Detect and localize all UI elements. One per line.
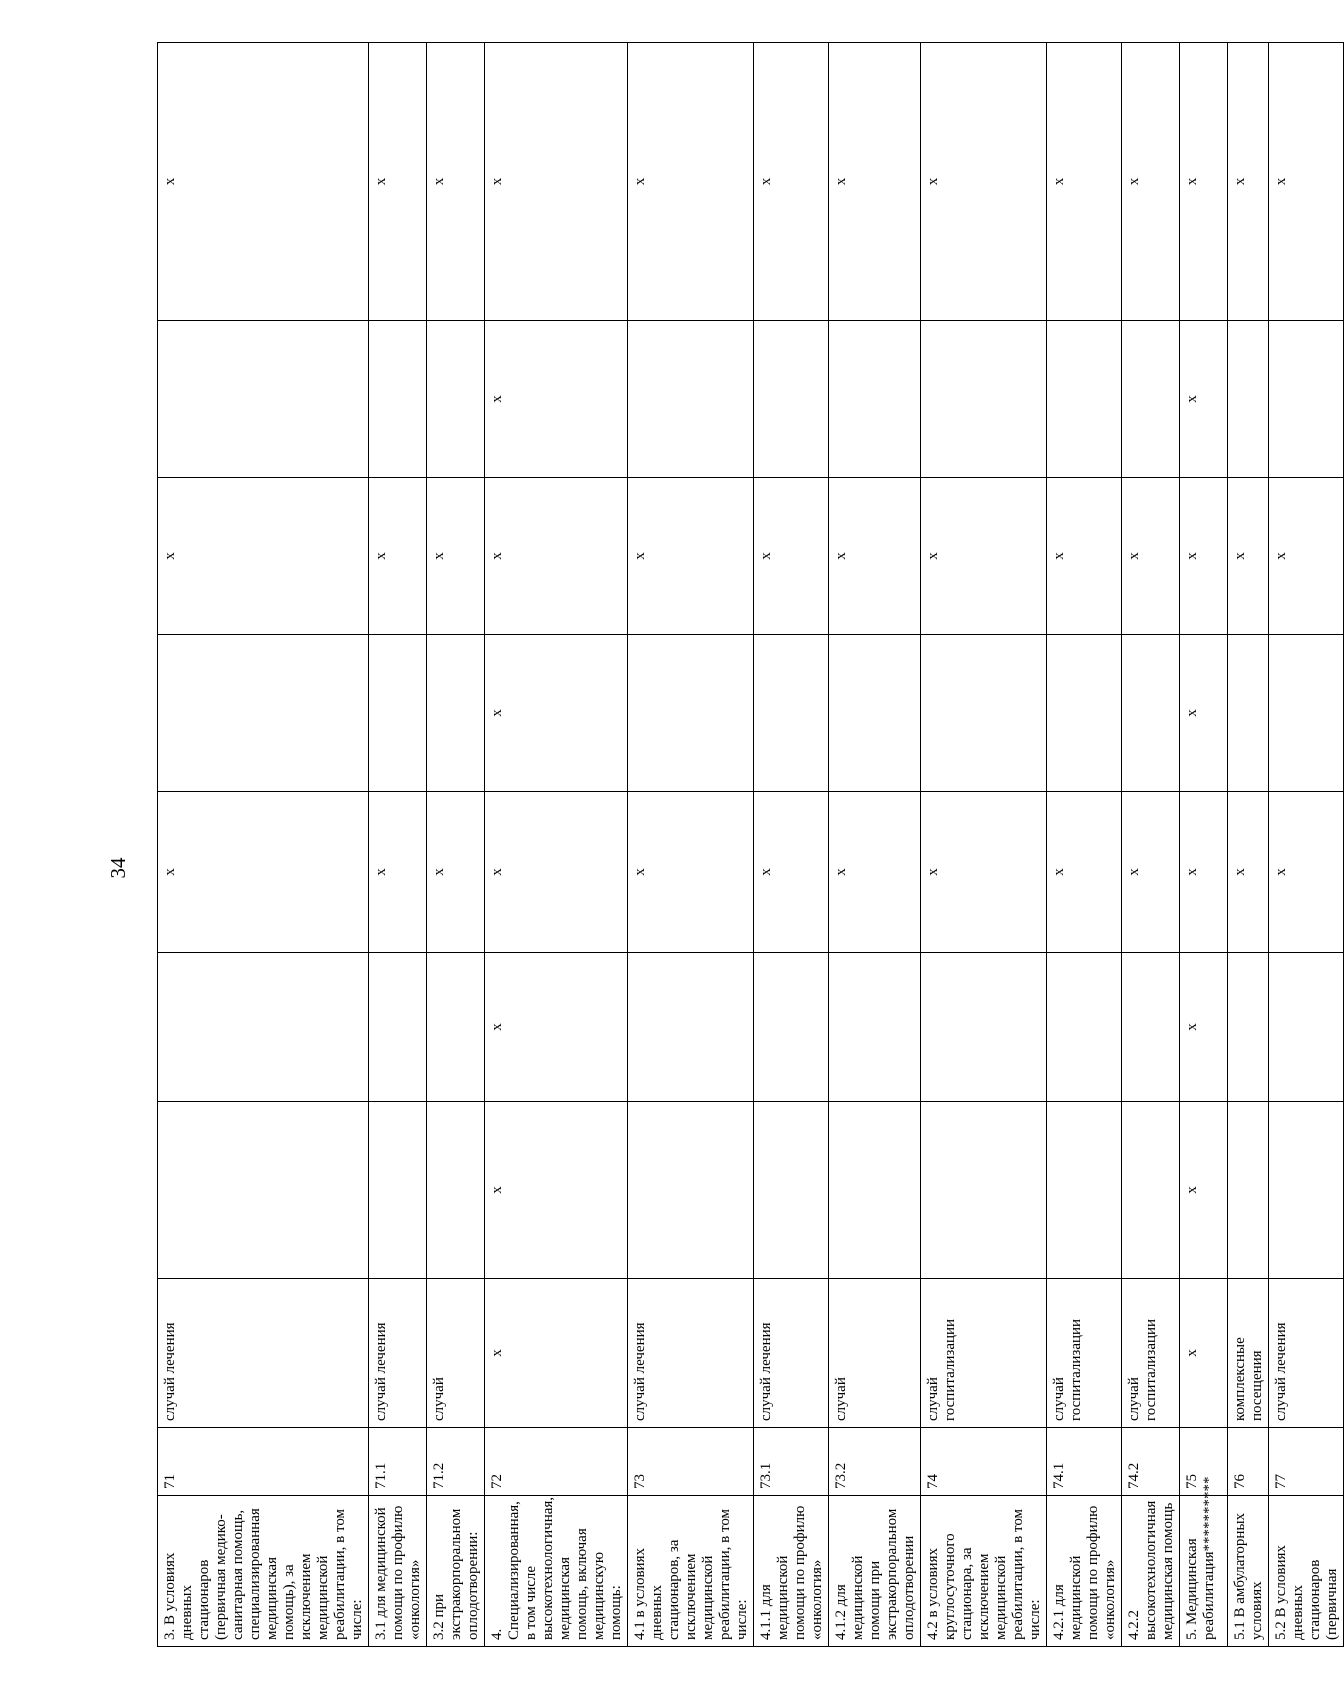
- value-cell: [1269, 635, 1344, 792]
- value-cell: [1228, 635, 1269, 792]
- value-cell: [1047, 635, 1122, 792]
- row-code-cell: 73: [628, 1428, 754, 1496]
- value-cell: [369, 321, 427, 478]
- table-row: [829, 43, 921, 1647]
- table-row: [427, 43, 485, 1647]
- row-name-cell: 4.2.1 для медицинской помощи по профилю «онкология»: [1047, 1496, 1122, 1647]
- value-cell: x: [1047, 43, 1122, 321]
- value-cell: x: [1047, 792, 1122, 953]
- row-code-cell: 72: [485, 1428, 628, 1496]
- row-name-cell: 5.1 В амбулаторных условиях: [1228, 1496, 1269, 1647]
- value-cell: x: [1180, 792, 1228, 953]
- row-code-cell: 73.1: [754, 1428, 829, 1496]
- row-code-cell: 76: [1228, 1428, 1269, 1496]
- value-cell: x: [1180, 635, 1228, 792]
- row-unit-cell: случай лечения: [369, 1279, 427, 1428]
- row-unit-cell: случай: [427, 1279, 485, 1428]
- value-cell: x: [1122, 478, 1180, 635]
- table-row: [158, 43, 369, 1647]
- row-unit-cell: x: [1180, 1279, 1228, 1428]
- value-cell: [1122, 635, 1180, 792]
- value-cell: [1269, 1102, 1344, 1279]
- table-row: [1269, 43, 1344, 1647]
- value-cell: x: [921, 478, 1047, 635]
- value-cell: [754, 1102, 829, 1279]
- value-cell: x: [158, 478, 369, 635]
- value-cell: x: [485, 792, 628, 953]
- value-cell: [369, 635, 427, 792]
- row-unit-cell: случай лечения: [158, 1279, 369, 1428]
- value-cell: [1269, 321, 1344, 478]
- value-cell: x: [158, 792, 369, 953]
- value-cell: [369, 953, 427, 1102]
- table-row: [485, 43, 628, 1647]
- value-cell: [754, 953, 829, 1102]
- row-name-cell: 3.1 для медицинской помощи по профилю «онкология»: [369, 1496, 427, 1647]
- table-row: [754, 43, 829, 1647]
- value-cell: x: [829, 43, 921, 321]
- value-cell: [1122, 1102, 1180, 1279]
- value-cell: [829, 635, 921, 792]
- value-cell: x: [628, 478, 754, 635]
- value-cell: x: [427, 43, 485, 321]
- value-cell: x: [921, 792, 1047, 953]
- value-cell: x: [1269, 478, 1344, 635]
- value-cell: [829, 953, 921, 1102]
- value-cell: x: [1269, 43, 1344, 321]
- value-cell: [427, 953, 485, 1102]
- table-row: [921, 43, 1047, 1647]
- value-cell: x: [1180, 321, 1228, 478]
- row-name-cell: 5.2 В условиях дневных стационаров (первичная: [1269, 1496, 1344, 1647]
- value-cell: x: [1228, 43, 1269, 321]
- value-cell: x: [829, 792, 921, 953]
- value-cell: [921, 953, 1047, 1102]
- row-code-cell: 74: [921, 1428, 1047, 1496]
- row-code-cell: 75: [1180, 1428, 1228, 1496]
- value-cell: x: [485, 953, 628, 1102]
- row-name-cell: 4.1.2 для медицинской помощи при экстракорпоральном оплодотворении: [829, 1496, 921, 1647]
- row-unit-cell: случай лечения: [628, 1279, 754, 1428]
- value-cell: x: [1180, 953, 1228, 1102]
- value-cell: [1269, 953, 1344, 1102]
- value-cell: x: [1180, 43, 1228, 321]
- value-cell: [1228, 1102, 1269, 1279]
- row-unit-cell: случай госпитализации: [921, 1279, 1047, 1428]
- value-cell: [1122, 953, 1180, 1102]
- table-row: [1122, 43, 1180, 1647]
- table-row: [1180, 43, 1228, 1647]
- value-cell: x: [829, 478, 921, 635]
- value-cell: x: [485, 43, 628, 321]
- value-cell: [628, 321, 754, 478]
- value-cell: [369, 1102, 427, 1279]
- value-cell: x: [1122, 792, 1180, 953]
- value-cell: x: [628, 792, 754, 953]
- value-cell: [427, 321, 485, 478]
- value-cell: [1047, 953, 1122, 1102]
- value-cell: [427, 1102, 485, 1279]
- value-cell: x: [1122, 43, 1180, 321]
- row-code-cell: 71.1: [369, 1428, 427, 1496]
- value-cell: [1047, 1102, 1122, 1279]
- value-cell: x: [754, 43, 829, 321]
- value-cell: [628, 1102, 754, 1279]
- row-code-cell: 74.2: [1122, 1428, 1180, 1496]
- row-unit-cell: случай: [829, 1279, 921, 1428]
- value-cell: [921, 321, 1047, 478]
- table-row: [628, 43, 754, 1647]
- value-cell: [158, 635, 369, 792]
- value-cell: [1228, 953, 1269, 1102]
- row-code-cell: 71.2: [427, 1428, 485, 1496]
- row-name-cell: 4. Специализированная, в том числе высокотехнологичная, медицинская помощь, включая медицинскую помощь:: [485, 1496, 628, 1647]
- value-cell: [754, 321, 829, 478]
- row-code-cell: 73.2: [829, 1428, 921, 1496]
- row-name-cell: 3.2 при экстракорпоральном оплодотворении:: [427, 1496, 485, 1647]
- rotated-table-container: [157, 43, 1340, 1647]
- value-cell: x: [1180, 1102, 1228, 1279]
- value-cell: x: [628, 43, 754, 321]
- row-name-cell: 4.2.2 высокотехнологичная медицинская помощь: [1122, 1496, 1180, 1647]
- row-unit-cell: комплексные посещения: [1228, 1279, 1269, 1428]
- value-cell: [427, 635, 485, 792]
- row-name-cell: 5. Медицинская реабилитация**********: [1180, 1496, 1228, 1647]
- row-unit-cell: случай госпитализации: [1122, 1279, 1180, 1428]
- table-row: [369, 43, 427, 1647]
- value-cell: [921, 1102, 1047, 1279]
- value-cell: x: [369, 792, 427, 953]
- value-cell: [829, 1102, 921, 1279]
- value-cell: [829, 321, 921, 478]
- value-cell: x: [1228, 478, 1269, 635]
- row-name-cell: 4.2 в условиях круглосуточного стационара, за исключением медицинской реабилитации, в том числе:: [921, 1496, 1047, 1647]
- value-cell: [628, 635, 754, 792]
- row-name-cell: 3. В условиях дневных стационаров (первичная медико-санитарная помощь, специализированная медицинская помощь), за исключением медицинской реабилитации, в том числе:: [158, 1496, 369, 1647]
- row-name-cell: 4.1.1 для медицинской помощи по профилю «онкология»: [754, 1496, 829, 1647]
- value-cell: x: [485, 321, 628, 478]
- page-number: 34: [106, 857, 130, 879]
- value-cell: [158, 1102, 369, 1279]
- value-cell: [158, 321, 369, 478]
- value-cell: x: [754, 478, 829, 635]
- value-cell: x: [1047, 478, 1122, 635]
- row-code-cell: 74.1: [1047, 1428, 1122, 1496]
- row-name-cell: 4.1 в условиях дневных стационаров, за исключением медицинской реабилитации, в том числе:: [628, 1496, 754, 1647]
- row-code-cell: 77: [1269, 1428, 1344, 1496]
- value-cell: [1047, 321, 1122, 478]
- value-cell: x: [1269, 792, 1344, 953]
- value-cell: x: [369, 43, 427, 321]
- row-unit-cell: случай лечения: [1269, 1279, 1344, 1428]
- volume-table: [157, 42, 1344, 1647]
- value-cell: x: [427, 792, 485, 953]
- row-unit-cell: случай лечения: [754, 1279, 829, 1428]
- value-cell: x: [427, 478, 485, 635]
- value-cell: [921, 635, 1047, 792]
- value-cell: x: [485, 1102, 628, 1279]
- value-cell: x: [754, 792, 829, 953]
- value-cell: x: [1228, 792, 1269, 953]
- value-cell: [1122, 321, 1180, 478]
- value-cell: x: [1180, 478, 1228, 635]
- value-cell: x: [485, 635, 628, 792]
- value-cell: x: [369, 478, 427, 635]
- row-code-cell: 71: [158, 1428, 369, 1496]
- table-row: [1047, 43, 1122, 1647]
- row-unit-cell: случай госпитализации: [1047, 1279, 1122, 1428]
- value-cell: [628, 953, 754, 1102]
- table-row: [1228, 43, 1269, 1647]
- value-cell: x: [485, 478, 628, 635]
- value-cell: [1228, 321, 1269, 478]
- value-cell: [754, 635, 829, 792]
- value-cell: [158, 953, 369, 1102]
- row-unit-cell: x: [485, 1279, 628, 1428]
- value-cell: x: [921, 43, 1047, 321]
- value-cell: x: [158, 43, 369, 321]
